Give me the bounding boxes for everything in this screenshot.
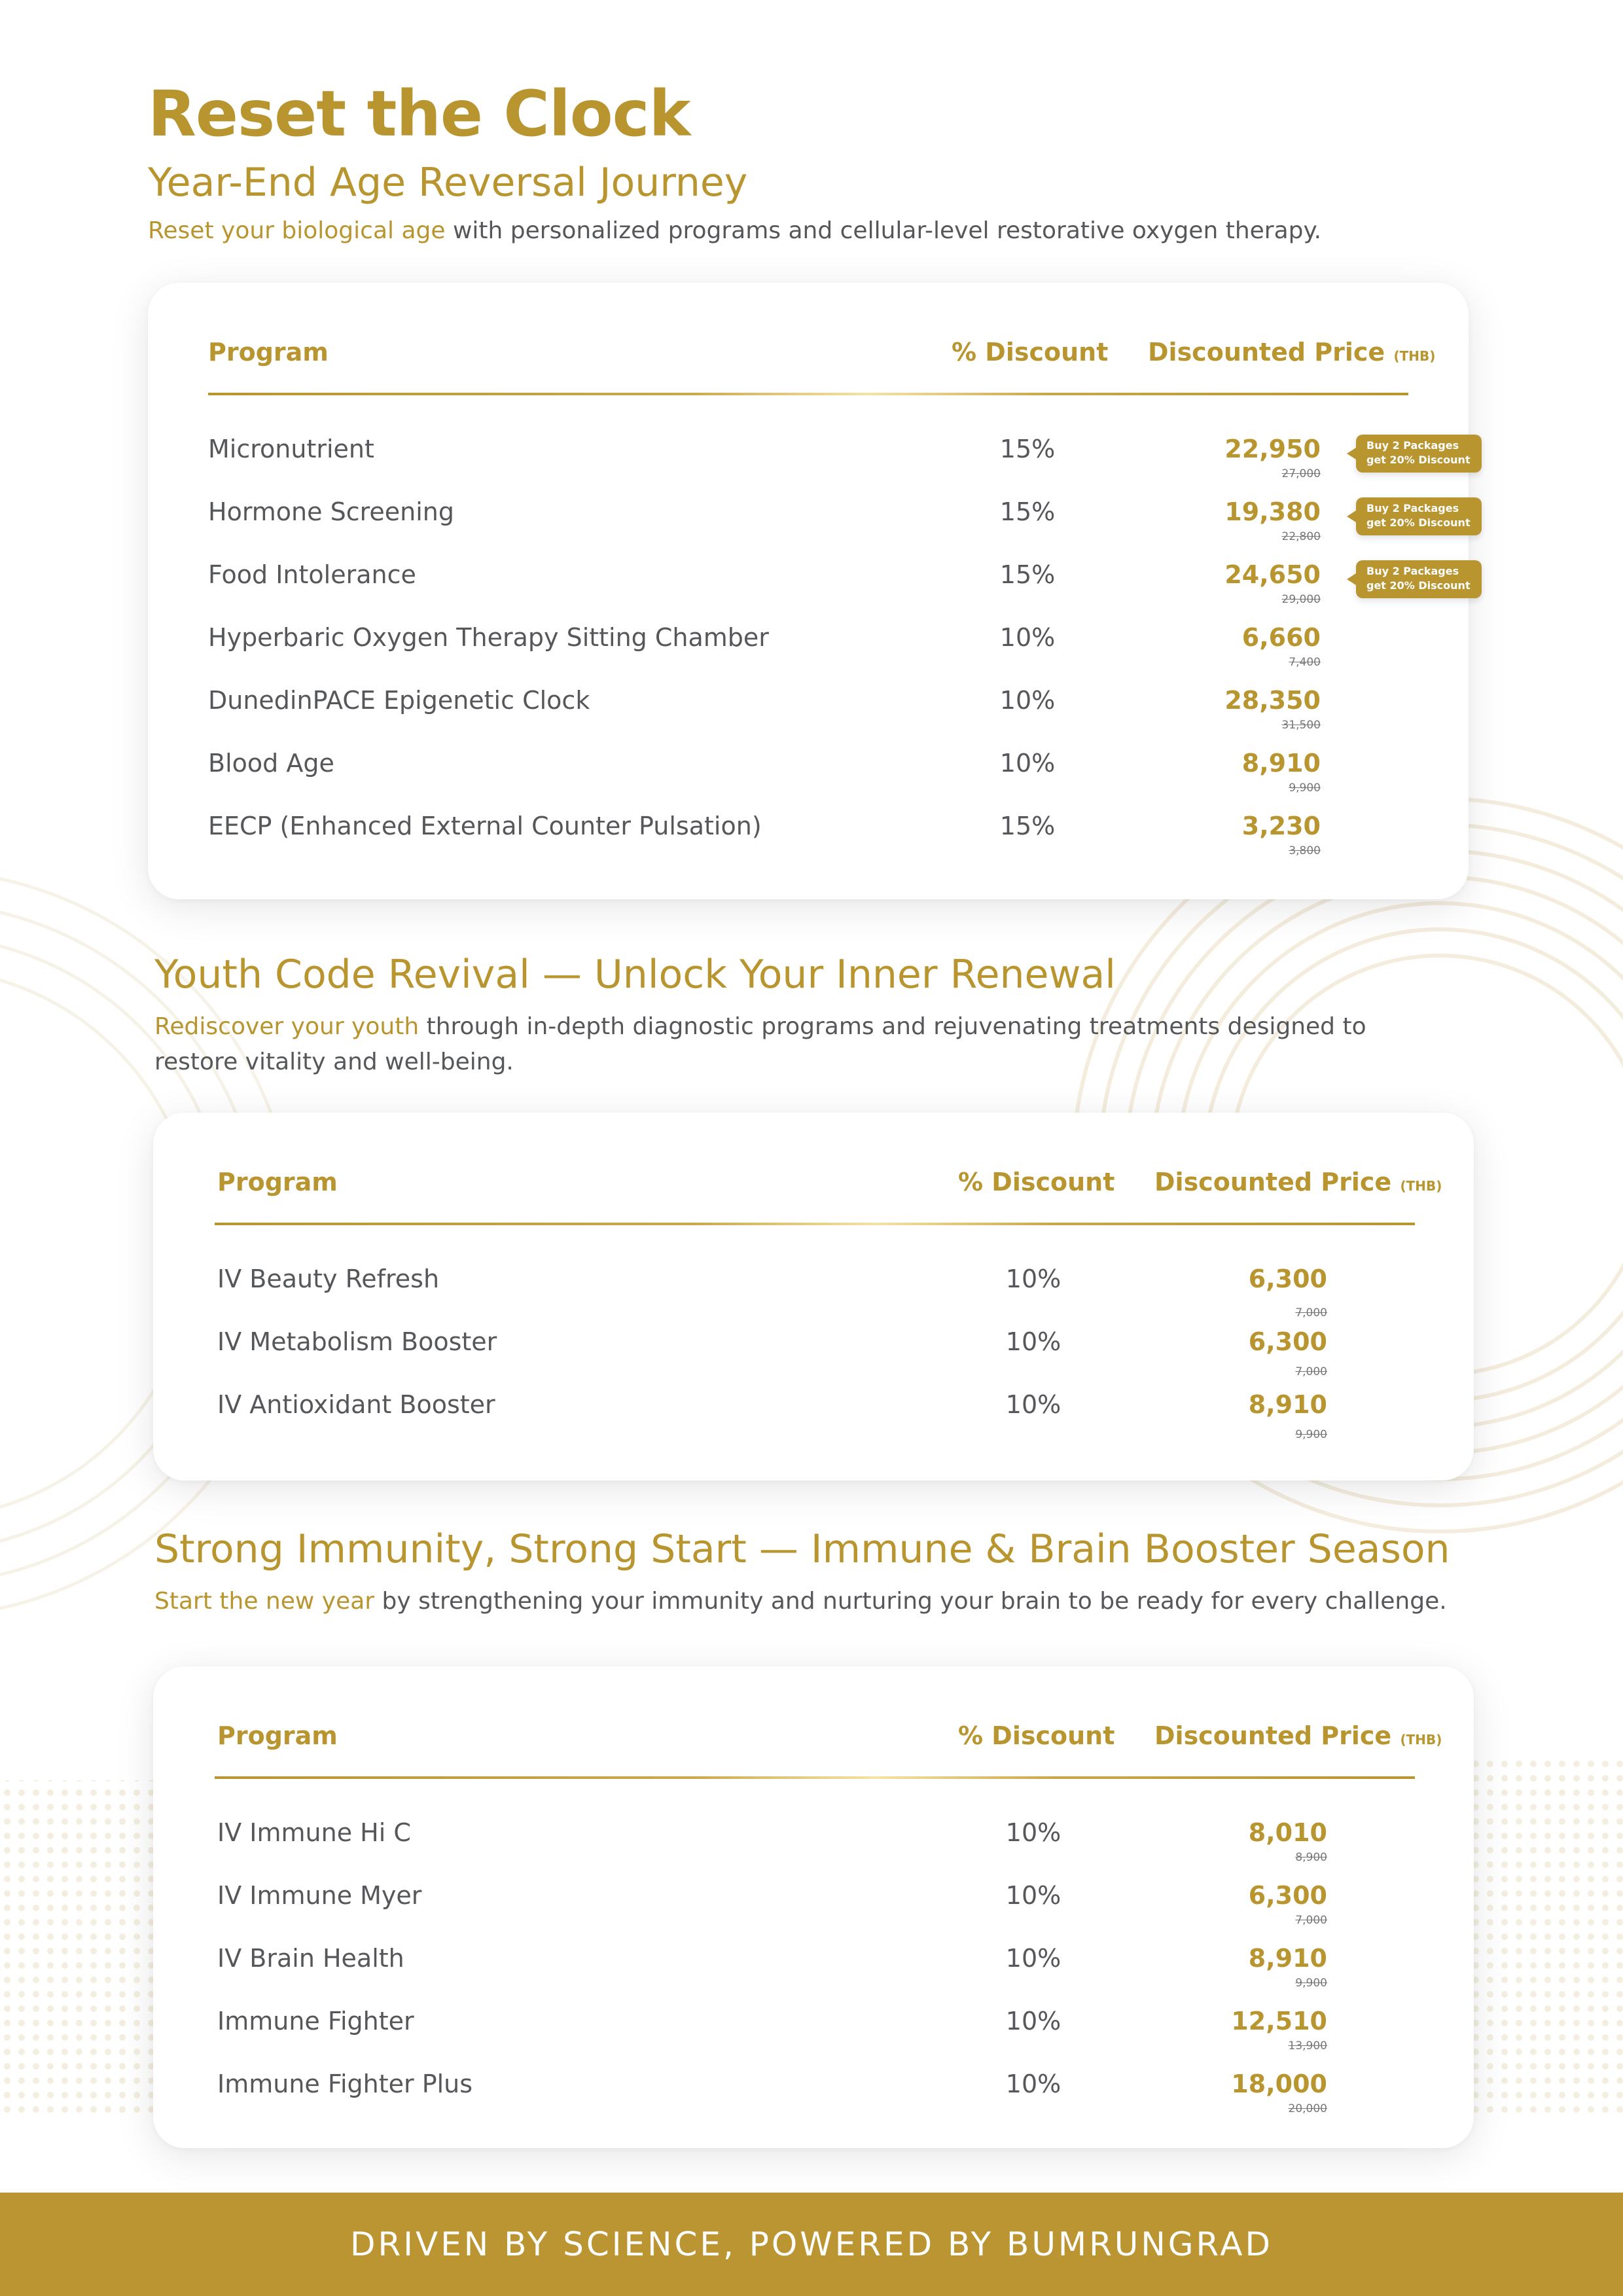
discount-value: 10% <box>1005 2070 1061 2098</box>
section-text-line2: restore vitality and well-being. <box>154 1049 514 1075</box>
program-name: Immune Fighter <box>217 2007 414 2036</box>
discounted-price: 8,010 <box>1248 1818 1327 1847</box>
intro-highlight: Reset your biological age <box>148 217 446 244</box>
footer-banner <box>0 2193 1623 2296</box>
program-name: IV Immune Hi C <box>217 1818 411 1847</box>
program-name: DunedinPACE Epigenetic Clock <box>208 686 590 715</box>
header-currency: (THB) <box>1400 1178 1442 1194</box>
pricing-card-age-reversal <box>148 283 1469 899</box>
header-price-label: Discounted Price <box>1154 1721 1392 1750</box>
discounted-price: 8,910 <box>1248 1944 1327 1973</box>
discount-value: 10% <box>1005 1944 1061 1973</box>
original-price: 7,400 <box>1289 656 1321 669</box>
table-row <box>148 812 1469 874</box>
discount-value: 10% <box>1005 1327 1061 1356</box>
original-price: 7,000 <box>1295 1306 1327 1319</box>
discount-value: 10% <box>1005 2007 1061 2036</box>
program-name: IV Immune Myer <box>217 1881 422 1910</box>
pricing-card-youth <box>153 1113 1474 1480</box>
discounted-price: 3,230 <box>1241 812 1321 840</box>
table-row <box>153 1944 1474 2007</box>
program-name: Hyperbaric Oxygen Therapy Sitting Chamber <box>208 623 769 652</box>
original-price: 29,000 <box>1281 593 1321 606</box>
table-row <box>153 1265 1474 1327</box>
promo-badge-line2: get 20% Discount <box>1366 516 1471 529</box>
header-program: Program <box>208 338 329 367</box>
original-price: 7,000 <box>1295 1914 1327 1927</box>
original-price: 9,900 <box>1295 1977 1327 1990</box>
header-currency: (THB) <box>1393 348 1436 364</box>
program-name: Immune Fighter Plus <box>217 2070 473 2098</box>
header-discount: % Discount <box>952 338 1109 367</box>
header-price <box>1154 1168 1442 1196</box>
original-price: 31,500 <box>1281 719 1321 732</box>
page-subtitle: Year-End Age Reversal Journey <box>148 160 748 206</box>
discounted-price: 6,300 <box>1248 1327 1327 1356</box>
table-row <box>153 2007 1474 2070</box>
section-text: by strengthening your immunity and nurturing your brain to be ready for every challenge. <box>374 1588 1447 1615</box>
original-price: 22,800 <box>1281 530 1321 543</box>
discounted-price: 18,000 <box>1231 2070 1327 2098</box>
discount-value: 15% <box>999 435 1056 463</box>
section-text: through in-depth diagnostic programs and rejuvenating treatments designed to <box>419 1013 1366 1040</box>
section-description-youth <box>154 1009 1366 1080</box>
original-price: 13,900 <box>1288 2039 1327 2053</box>
program-name: Hormone Screening <box>208 497 454 526</box>
header-program: Program <box>217 1168 338 1196</box>
header-discount: % Discount <box>958 1721 1115 1750</box>
table-row <box>148 686 1469 749</box>
discounted-price: 24,650 <box>1224 560 1321 589</box>
discount-value: 10% <box>1005 1390 1061 1419</box>
discounted-price: 28,350 <box>1224 686 1321 715</box>
discount-value: 10% <box>999 686 1056 715</box>
original-price: 3,800 <box>1289 844 1321 857</box>
header-price <box>1148 338 1435 367</box>
pricing-card-immunity <box>153 1666 1474 2148</box>
table-row <box>153 1881 1474 1944</box>
table-row <box>153 1327 1474 1390</box>
section-description-immunity <box>154 1584 1447 1619</box>
section-title-youth: Youth Code Revival — Unlock Your Inner Renewal <box>154 952 1116 997</box>
discount-value: 10% <box>999 623 1056 652</box>
table-row <box>153 1818 1474 1881</box>
original-price: 7,000 <box>1295 1365 1327 1378</box>
program-name: EECP (Enhanced External Counter Pulsation) <box>208 812 762 840</box>
discounted-price: 8,910 <box>1248 1390 1327 1419</box>
promo-badge-line1: Buy 2 Packages <box>1366 565 1459 577</box>
section-title-immunity: Strong Immunity, Strong Start — Immune & Brain Booster Season <box>154 1526 1450 1572</box>
table-row <box>148 749 1469 812</box>
discount-value: 10% <box>999 749 1056 778</box>
promo-badge <box>1356 435 1482 473</box>
promo-badge <box>1356 560 1482 598</box>
program-name: IV Beauty Refresh <box>217 1265 440 1293</box>
program-name: IV Metabolism Booster <box>217 1327 497 1356</box>
table-row <box>148 497 1469 560</box>
header-divider <box>215 1223 1415 1225</box>
discounted-price: 12,510 <box>1231 2007 1327 2036</box>
table-row <box>148 560 1469 623</box>
intro-text: with personalized programs and cellular-level restorative oxygen therapy. <box>445 217 1322 244</box>
promo-badge-line1: Buy 2 Packages <box>1366 439 1459 452</box>
header-divider <box>208 393 1408 395</box>
discount-value: 15% <box>999 812 1056 840</box>
intro-description <box>148 213 1321 249</box>
original-price: 8,900 <box>1295 1851 1327 1864</box>
program-name: Food Intolerance <box>208 560 416 589</box>
program-name: Micronutrient <box>208 435 374 463</box>
program-name: Blood Age <box>208 749 334 778</box>
discounted-price: 19,380 <box>1224 497 1321 526</box>
table-row <box>153 1390 1474 1453</box>
footer-tagline: DRIVEN BY SCIENCE, POWERED BY BUMRUNGRAD <box>350 2225 1273 2263</box>
header-currency: (THB) <box>1400 1732 1442 1748</box>
discounted-price: 6,660 <box>1241 623 1321 652</box>
discounted-price: 6,300 <box>1248 1881 1327 1910</box>
header-price-label: Discounted Price <box>1154 1168 1392 1196</box>
table-row <box>148 435 1469 497</box>
discount-value: 15% <box>999 497 1056 526</box>
header-price-label: Discounted Price <box>1148 338 1385 367</box>
promo-badge-line2: get 20% Discount <box>1366 579 1471 592</box>
original-price: 9,900 <box>1295 1428 1327 1441</box>
section-highlight: Rediscover your youth <box>154 1013 419 1040</box>
header-divider <box>215 1776 1415 1779</box>
discount-value: 10% <box>1005 1818 1061 1847</box>
program-name: IV Antioxidant Booster <box>217 1390 495 1419</box>
discounted-price: 6,300 <box>1248 1265 1327 1293</box>
discounted-price: 8,910 <box>1241 749 1321 778</box>
discount-value: 10% <box>1005 1881 1061 1910</box>
program-name: IV Brain Health <box>217 1944 404 1973</box>
discount-value: 15% <box>999 560 1056 589</box>
promo-badge <box>1356 497 1482 535</box>
header-price <box>1154 1721 1442 1750</box>
table-row <box>153 2070 1474 2132</box>
header-program: Program <box>217 1721 338 1750</box>
original-price: 20,000 <box>1288 2102 1327 2115</box>
header-discount: % Discount <box>958 1168 1115 1196</box>
promo-badge-line1: Buy 2 Packages <box>1366 502 1459 514</box>
table-row <box>148 623 1469 686</box>
original-price: 9,900 <box>1289 781 1321 795</box>
discount-value: 10% <box>1005 1265 1061 1293</box>
promo-badge-line2: get 20% Discount <box>1366 454 1471 466</box>
page-title: Reset the Clock <box>148 77 690 151</box>
section-highlight: Start the new year <box>154 1588 375 1615</box>
discounted-price: 22,950 <box>1224 435 1321 463</box>
original-price: 27,000 <box>1281 467 1321 480</box>
